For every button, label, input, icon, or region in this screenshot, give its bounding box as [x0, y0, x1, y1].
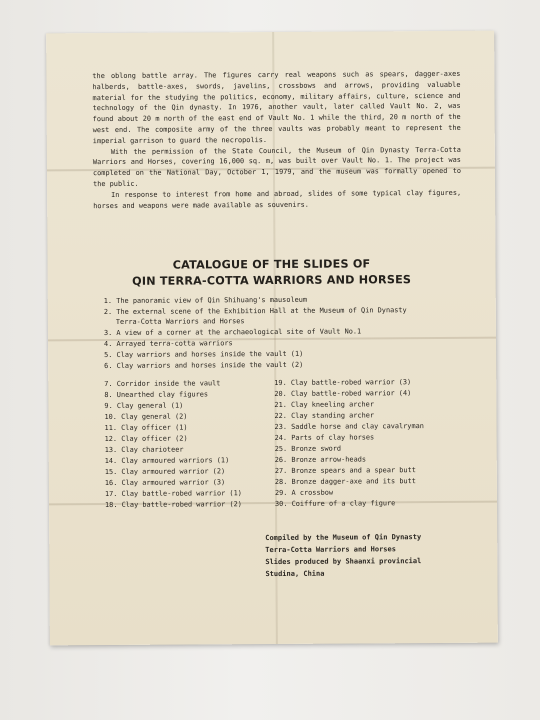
slide-item: 10. Clay general (2)	[104, 412, 188, 422]
slide-item: 25. Bronze sword	[274, 444, 342, 453]
credits-line: Slides produced by Shaanxi provincial	[265, 557, 422, 567]
slide-item: 8. Unearthed clay figures	[104, 390, 209, 400]
slide-item: 15. Clay armoured warrior (2)	[104, 467, 226, 477]
slide-item: 18. Clay battle-robed warrior (2)	[104, 500, 242, 510]
slide-item: 5. Clay warriors and horses inside the vault (1)	[104, 349, 304, 360]
slide-item: 22. Clay standing archer	[274, 411, 375, 420]
slide-item: 2. The external scene of the Exhibition Hall at the Museum of Qin Dynasty	[103, 306, 407, 317]
intro-paragraph: With the permission of the State Council, the Museum of Qin Dynasty Terra-Cotta Warriors and Horses, covering 16,000 sq. m, was built over Vault No. 1. The project was completed on the National Day, October 1, 1979, and the museum was formally opened to the public.	[92, 145, 462, 189]
slide-item: 30. Coiffure of a clay figure	[274, 499, 396, 508]
catalogue-title: CATALOGUE OF THE SLIDES OF	[172, 257, 371, 272]
slide-item: 1. The panoramic view of Qin Shihuang's mausoleum	[103, 295, 308, 306]
slide-item: 20. Clay battle-robed warrior (4)	[274, 389, 412, 398]
slide-item: 28. Bronze dagger-axe and its butt	[274, 477, 416, 486]
slide-item: 9. Clay general (1)	[104, 401, 184, 411]
slide-item: 16. Clay armoured warrior (3)	[104, 478, 226, 488]
slide-item: 12. Clay officer (2)	[104, 434, 188, 444]
slide-item: 6. Clay warriors and horses inside the vault (2)	[104, 360, 304, 371]
intro-text	[92, 69, 461, 212]
credits-block	[265, 531, 421, 580]
catalogue-subtitle: QIN TERRA-COTTA WARRIORS AND HORSES	[132, 273, 412, 288]
slide-item: 14. Clay armoured warriors (1)	[104, 456, 230, 466]
credits-line: Terra-Cotta Warriors and Horses	[265, 545, 396, 555]
slide-item: 4. Arrayed terra-cotta warriors	[104, 339, 233, 349]
printed-leaflet	[46, 31, 498, 646]
credits-line: Compiled by the Museum of Qin Dynasty	[265, 533, 422, 543]
slide-item: 3. A view of a corner at the archaeological site of Vault No.1	[103, 327, 362, 338]
slide-item: 21. Clay kneeling archer	[274, 400, 375, 409]
slide-item: 26. Bronze arrow-heads	[274, 455, 367, 464]
slide-item: 11. Clay officer (1)	[104, 423, 188, 433]
slide-item: Terra-Cotta Warriors and Horses	[115, 317, 245, 326]
slide-item: 19. Clay battle-robed warrior (3)	[274, 378, 412, 387]
intro-paragraph: In response to interest from home and abroad, slides of some typical clay figures, horses and weapons were made available as souvenirs.	[93, 188, 462, 210]
slide-item: 13. Clay charioteer	[104, 445, 184, 455]
intro-paragraph: the oblong battle array. The figures carry real weapons such as spears, dagger-axes halberds, battle-axes, swords, javelins, crossbows and arrows, providing valuable material for the studying the politics, economy, military affairs, culture, science and technology of the Qin dynasty. In 1976, another vault, later called Vault No. 2, was found about 20 m north of the east end of Vault No. 1 while the third, 20 m north of the west end. The composite army of the three vaults was probably meant to represent the imperial garrison to guard the necropolis.	[92, 69, 461, 145]
slide-item: 17. Clay battle-robed warrior (1)	[104, 489, 242, 499]
slide-item: 27. Bronze spears and a spear butt	[274, 466, 416, 475]
slide-item: 29. A crossbow	[274, 488, 334, 497]
slide-item: 24. Parts of clay horses	[274, 433, 375, 442]
credits-line: Studina, China	[265, 569, 325, 579]
slide-item: 23. Saddle horse and clay cavalryman	[274, 422, 424, 431]
slide-item: 7. Corridor inside the vault	[104, 379, 221, 389]
